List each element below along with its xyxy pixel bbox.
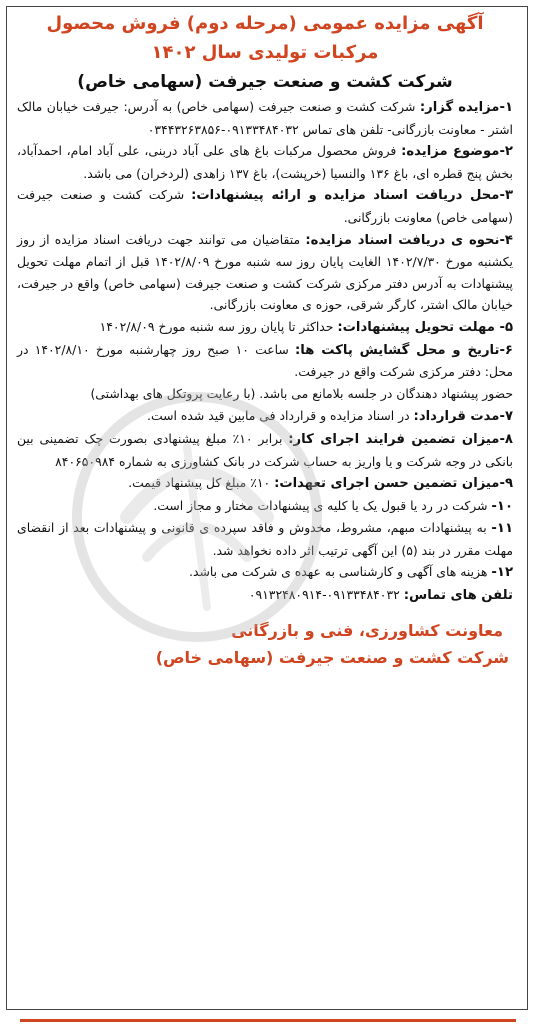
item-lead: ۱۱-: [491, 521, 513, 537]
item-text: در اسناد مزایده و قرارداد فی مابین قید شده است.: [147, 408, 414, 424]
item-text: هزینه های آگهی و کارشناسی به عهده ی شرکت می باشد.: [189, 564, 492, 580]
list-item: [17, 561, 513, 584]
list-item: [17, 339, 513, 383]
item-lead: ۹-میزان تضمین حسن اجرای تعهدات:: [274, 476, 513, 492]
item-lead: ۷-مدت قرارداد:: [413, 409, 513, 425]
item-lead: ۱۰-: [491, 498, 513, 514]
list-item: [17, 229, 513, 316]
item-text: شرکت کشت و صنعت جیرفت (سهامی خاص) معاونت بازرگانی.: [17, 187, 513, 225]
item-text: حضور پیشنهاد دهندگان در جلسه بلامانع می باشد. (با رعایت پروتکل های بهداشتی): [90, 385, 513, 401]
footer-department: معاونت کشاورزی، فنی و بازرگانی: [231, 620, 503, 640]
item-lead: ۱-مزایده گزار:: [419, 100, 513, 115]
item-text: حداکثر تا پایان روز سه شنبه مورخ ۱۴۰۲/۸/۰۹: [99, 318, 338, 334]
advertisement-body: [7, 9, 527, 671]
item-text: ۱۰٪ مبلغ کل پیشنهاد قیمت.: [128, 475, 275, 491]
list-item: [17, 96, 513, 140]
ad-title-line1: آگهی مزایده عمومی (مرحله دوم) فروش محصول: [46, 13, 484, 34]
contact-lead: تلفن های تماس:: [403, 588, 513, 604]
item-text: برابر ۱۰٪ مبلغ پیشنهادی بصورت چک تضمینی بین بانکی در وجه شرکت و یا واریز به حساب شرکت در بانک کشاورزی به شماره ۸۴۰۶۵۰۹۸۴: [17, 430, 513, 469]
item-lead: ۶-تاریخ و محل گشایش پاکت ها:: [295, 342, 513, 358]
item-list: [17, 96, 513, 584]
item-text: به پیشنهادات مبهم، مشروط، مخدوش و فاقد سپرده ی قانونی و پیشنهادات بعد از انقضای مهلت مقرر در بند (۵) این آگهی ترتیب اثر داده نخواهد شد.: [17, 520, 513, 558]
item-text: متقاضیان می توانند جهت دریافت اسناد مزایده از روز یکشنبه مورخ ۱۴۰۲/۷/۳۰ الغایت پایان روز سه شنبه مورخ ۱۴۰۲/۸/۰۹ قبل از اتمام مهلت تحویل پیشنهادات به آدرس دفتر مرکزی شرکت کشت و صنعت جیرفت (سهامی خاص) واقع در جیرفت، خیابان مالک اشتر، کارگر شرقی، حوزه ی معاونت بازرگانی.: [17, 231, 514, 313]
ad-title: [17, 9, 513, 67]
bottom-divider: [20, 1019, 516, 1022]
item-text: ساعت ۱۰ صبح روز چهارشنبه مورخ ۱۴۰۲/۸/۱۰ در محل: دفتر مرکزی شرکت واقع در جیرفت.: [17, 341, 513, 380]
list-item: [17, 495, 513, 518]
contact-numbers: ۰۹۱۳۳۴۸۴۰۳۲-۰۹۱۳۲۴۸۰۹۱۴: [248, 587, 400, 603]
contact-phones: [17, 584, 513, 607]
item-text: شرکت کشت و صنعت جیرفت (سهامی خاص) به آدرس: جیرفت خیابان مالک اشتر - معاونت بازرگانی- تلفن های تماس ۰۹۱۳۳۴۸۴۰۳۲-۰۳۴۴۳۲۶۳۸۵۶: [17, 99, 513, 137]
item-lead: ۸-میزان تضمین فرایند اجرای کار:: [288, 431, 513, 447]
list-item: [17, 140, 513, 184]
list-item: [17, 472, 513, 495]
company-name: شرکت کشت و صنعت جیرفت (سهامی خاص): [77, 72, 453, 92]
list-item: [17, 428, 513, 472]
item-text: فروش محصول مرکبات باغ های علی آباد دربنی، علی آباد امام، احمدآباد، بخش پنج قطره ای، باغ ۱۳۶ والنسیا (خرپشت)، باغ ۱۳۷ زاهدی (لردخران) می باشد.: [17, 143, 513, 181]
list-item: [17, 316, 513, 339]
advertisement-frame: [6, 6, 528, 1010]
list-item: [17, 405, 513, 428]
item-lead: ۳-محل دریافت اسناد مزایده و ارائه پیشنهادات:: [191, 188, 513, 204]
item-text: شرکت در رد یا قبول یک یا کلیه ی پیشنهادات مختار و مجاز است.: [153, 497, 492, 513]
ad-title-line2: مرکبات تولیدی سال ۱۴۰۲: [151, 42, 379, 63]
list-item: [17, 383, 513, 406]
list-item: [17, 184, 513, 228]
list-item: [17, 517, 513, 561]
item-lead: ۵- مهلت تحویل پیشنهادات:: [337, 319, 513, 335]
item-lead: ۲-موضوع مزایده:: [401, 144, 513, 160]
item-lead: ۱۲-: [491, 565, 513, 581]
item-lead: ۴-نحوه ی دریافت اسناد مزایده:: [305, 232, 513, 248]
footer-company: شرکت کشت و صنعت جیرفت (سهامی خاص): [155, 647, 509, 667]
ad-footer: [17, 617, 513, 671]
